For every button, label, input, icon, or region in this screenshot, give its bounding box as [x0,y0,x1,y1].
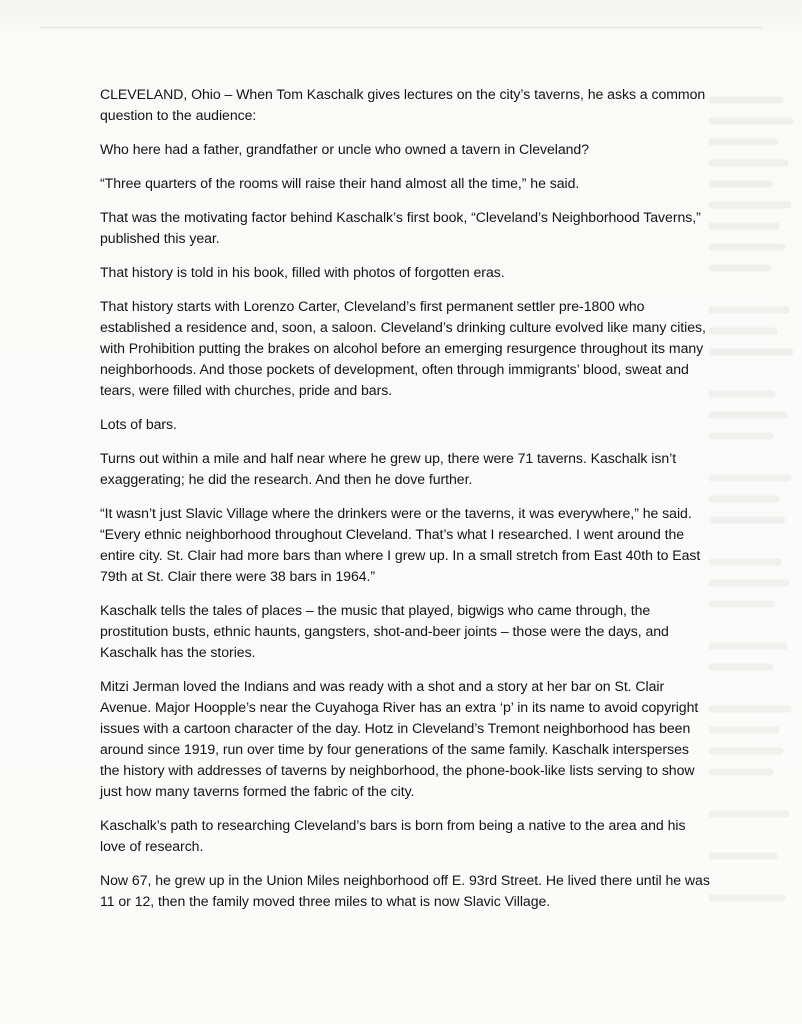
article-paragraph: Turns out within a mile and half near where he grew up, there were 71 taverns. Kaschalk isn’t exaggerating; he did the research. And then he dove further. [100,450,677,487]
article-paragraph: That was the motivating factor behind Kaschalk’s first book, “Cleveland’s Neighborhood Taverns,” published this year. [100,209,701,246]
article-paragraph: That history starts with Lorenzo Carter, Cleveland’s first permanent settler pre-1800 who established a residence and, soon, a saloon. Cleveland’s drinking culture evolved like many cities, with Prohibition putting the brakes on alcohol before an emerging resurgence throughout its many neighborhoods. And those pockets of development, often through immigrants’ blood, sweat and tears, were filled with churches, pride and bars. [100,298,706,398]
article-paragraph: Mitzi Jerman loved the Indians and was ready with a shot and a story at her bar on St. Clair Avenue. Major Hoopple’s near the Cuyahoga River has an extra ‘p’ in its name to avoid copyright issues with a cartoon character of the day. Hotz in Cleveland’s Tremont neighborhood has been around since 1919, run over time by four generations of the same family. Kaschalk intersperses the history with addresses of taverns by neighborhood, the phone-book-like lists serving to show just how many taverns formed the fabric of the city. [100,678,699,799]
article-paragraph: Kaschalk’s path to researching Cleveland’s bars is born from being a native to the area and his love of research. [100,817,686,854]
article-paragraph: “It wasn’t just Slavic Village where the drinkers were or the taverns, it was everywhere,” he said. “Every ethnic neighborhood throughout Cleveland. That’s what I researched. I went around the entire city. St. Clair had more bars than where I grew up. In a small stretch from East 40th to East 79th at St. Clair there were 38 bars in 1964.” [100,505,701,584]
article-paragraph: That history is told in his book, filled with photos of forgotten eras. [100,264,505,280]
article-paragraph: “Three quarters of the rooms will raise their hand almost all the time,” he said. [100,175,580,191]
article-paragraph: Lots of bars. [100,416,177,432]
article-paragraph: Who here had a father, grandfather or uncle who owned a tavern in Cleveland? [100,141,590,157]
article-paragraph: CLEVELAND, Ohio – When Tom Kaschalk gives lectures on the city’s taverns, he asks a common question to the audience: [100,86,706,123]
article-paragraph: Now 67, he grew up in the Union Miles neighborhood off E. 93rd Street. He lived there until he was 11 or 12, then the family moved three miles to what is now Slavic Village. [100,872,710,909]
article-body [100,84,712,925]
article-paragraph: Kaschalk tells the tales of places – the music that played, bigwigs who came through, the prostitution busts, ethnic haunts, gangsters, shot-and-beer joints – those were the days, and Kaschalk has the stories. [100,602,669,660]
